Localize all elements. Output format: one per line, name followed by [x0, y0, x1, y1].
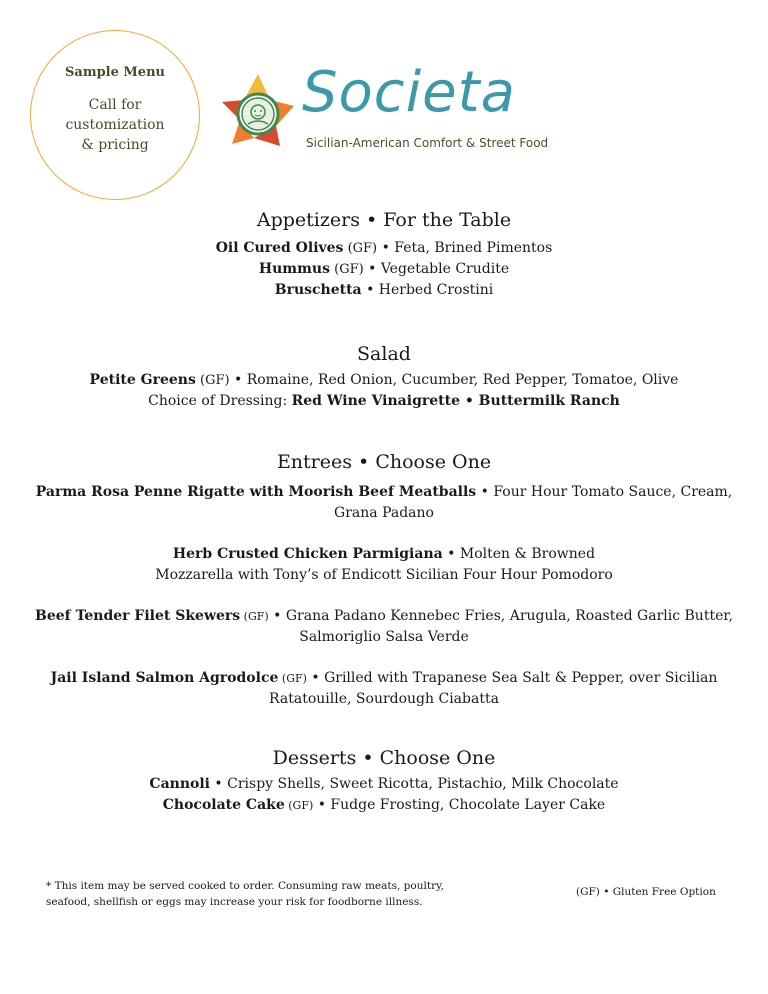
sample-menu-badge: [30, 30, 200, 200]
menu-item: Petite Greens (GF) • Romaine, Red Onion, Cucumber, Red Pepper, Tomatoe, Olive: [89, 372, 679, 388]
badge-subtitle: [49, 95, 181, 155]
menu-item: Beef Tender Filet Skewers (GF) • Grana Padano Kennebec Fries, Arugula, Roasted Garlic Butter, Salmoriglio Salsa Verde: [35, 608, 733, 645]
badge-line-3: & pricing: [81, 137, 149, 153]
menu-item: Parma Rosa Penne Rigatte with Moorish Beef Meatballs • Four Hour Tomato Sauce, Cream, Grana Padano: [35, 484, 733, 521]
trinacria-medallion-icon: [218, 72, 298, 152]
entrees-section: [0, 450, 768, 709]
brand-wordmark: Societa: [302, 60, 516, 125]
menu-item: Hummus (GF) • Vegetable Crudite: [258, 261, 510, 277]
menu-item: Herb Crusted Chicken Parmigiana • Molten & Browned Mozzarella with Tony’s of Endicott Sicilian Four Hour Pomodoro: [155, 546, 613, 583]
gluten-free-legend: (GF) • Gluten Free Option: [576, 886, 716, 898]
entrees-heading: Entrees • Choose One: [276, 451, 492, 473]
brand-tagline: Sicilian-American Comfort & Street Food: [306, 136, 549, 150]
menu-item: Oil Cured Olives (GF) • Feta, Brined Pimentos: [215, 240, 553, 256]
badge-line-2: customization: [65, 117, 165, 133]
desserts-heading: Desserts • Choose One: [272, 747, 496, 769]
food-safety-disclaimer: * This item may be served cooked to order. Consuming raw meats, poultry, seafood, shellfish or eggs may increase your risk for foodborne illness.: [46, 880, 444, 908]
menu-item: Cannoli • Crispy Shells, Sweet Ricotta, Pistachio, Milk Chocolate: [149, 776, 619, 792]
badge-line-1: Call for: [88, 97, 142, 113]
salad-heading: Salad: [357, 343, 411, 365]
appetizers-section: [0, 208, 768, 301]
menu-item: Jail Island Salmon Agrodolce (GF) • Grilled with Trapanese Sea Salt & Pepper, over Sicilian Ratatouille, Sourdough Ciabatta: [50, 670, 718, 707]
desserts-section: [0, 746, 768, 816]
dressing-choice: Choice of Dressing: Red Wine Vinaigrette • Buttermilk Ranch: [148, 393, 620, 409]
societa-logo: [218, 60, 558, 158]
menu-item: Bruschetta • Herbed Crostini: [274, 282, 494, 298]
appetizers-heading: Appetizers • For the Table: [256, 209, 512, 231]
menu-item: Chocolate Cake (GF) • Fudge Frosting, Chocolate Layer Cake: [162, 797, 606, 813]
badge-title: Sample Menu: [65, 65, 165, 80]
salad-section: [0, 342, 768, 411]
